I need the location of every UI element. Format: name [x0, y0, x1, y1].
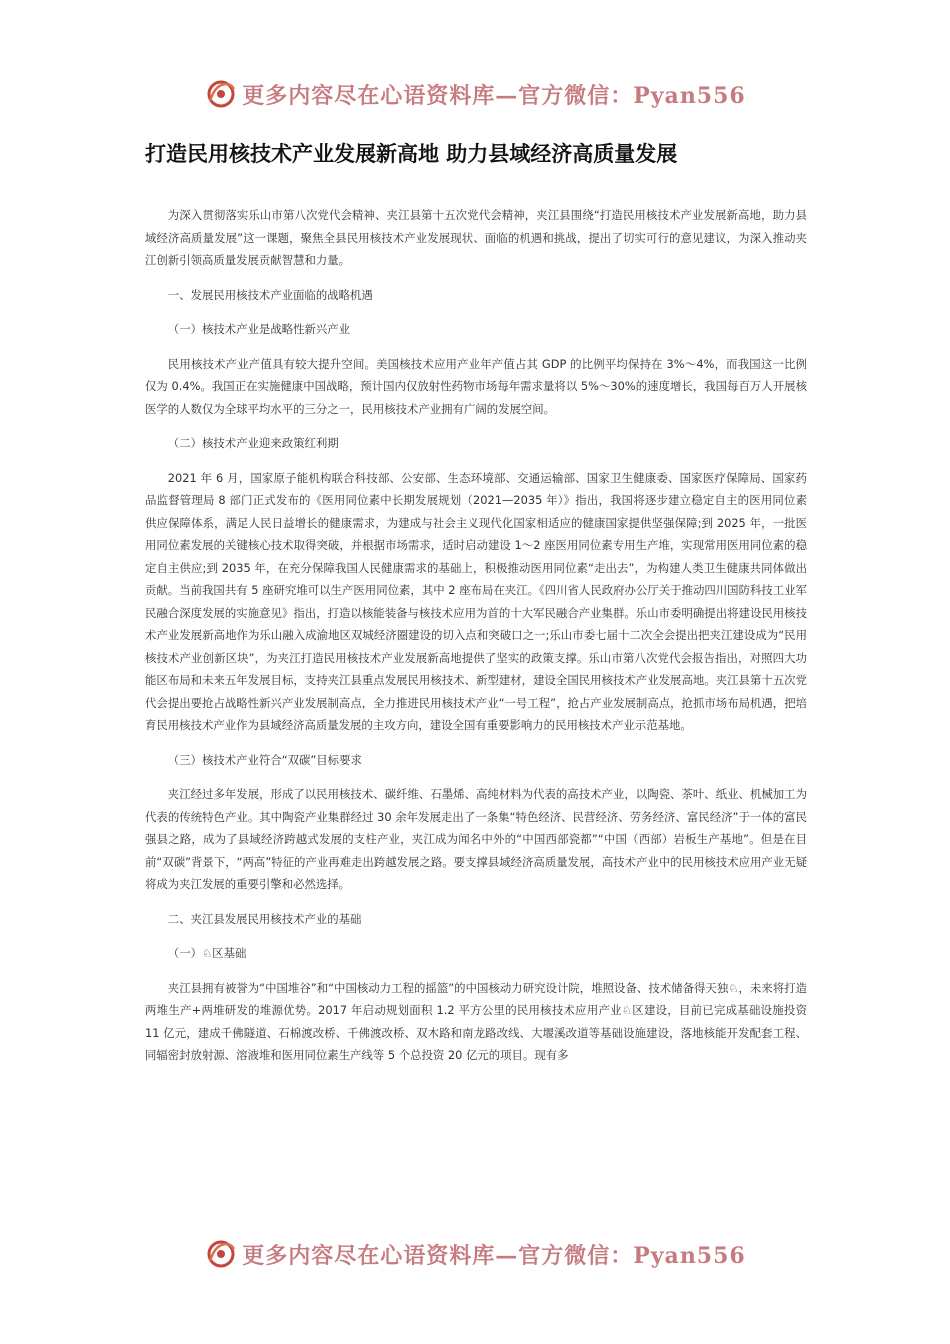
watermark-text: 更多内容尽在心语资料库—官方微信：Pyan556: [242, 1242, 746, 1269]
body-paragraph: 夹江经过多年发展，形成了以民用核技术、碳纤维、石墨烯、高纯材料为代表的高技术产业，以陶瓷、茶叶、纸业、机械加工为代表的传统特色产业。其中陶瓷产业集群经过 30 余年发展走出了一条集“特色经济、民营经济、劳务经济、富民经济”于一体的富民强县之路，成为了县域经济跨越式发展的支柱产业，夹江成为闻名中外的“中国西部瓷都”“中国（西部）岩板生产基地”。但是在目前“双碳”背景下，“两高”特征的产业再难走出跨越发展之路。要支撑县域经济高质量发展，高技术产业中的民用核技术应用产业无疑将成为夹江发展的重要引擎和必然选择。: [145, 787, 807, 891]
document-title: 打造民用核技术产业发展新高地 助力县域经济高质量发展: [145, 142, 678, 166]
watermark-banner-bottom: [0, 1232, 950, 1276]
document-body: [145, 204, 807, 1079]
brand-logo-icon: [204, 77, 238, 111]
section-heading: （三）核技术产业符合“双碳”目标要求: [167, 752, 362, 767]
watermark-banner-top: [0, 72, 950, 116]
watermark-text: 更多内容尽在心语资料库—官方微信：Pyan556: [242, 82, 746, 109]
section-heading: （一）♘区基础: [167, 946, 247, 960]
body-paragraph: 夹江县拥有被誉为“中国堆谷”和“中国核动力工程的摇篮”的中国核动力研究设计院，堆照设备、技术储备得天独♘，未来将打造两堆生产+两堆研发的堆源优势。2017 年启动规划面积 1.2 平方公里的民用核技术应用产业♘区建设，目前已完成基础设施投资 11 亿元，建成千佛隧道、石棉渡改桥、千佛渡改桥、双木路和南龙路改线、大堰溪改道等基础设施建设，落地核能开发配套工程、同辐密封放射源、溶液堆和医用同位素生产线等 5 个总投资 20 亿元的项目。现有多: [145, 980, 807, 1062]
section-heading: 二、夹江县发展民用核技术产业的基础: [167, 911, 362, 926]
body-paragraph: 2021 年 6 月，国家原子能机构联合科技部、公安部、生态环境部、交通运输部、国家卫生健康委、国家医疗保障局、国家药品监督管理局 8 部门正式发布的《医用同位素中长期发展规划（2021—2035 年）》指出，我国将逐步建立稳定自主的医用同位素供应保障体系，满足人民日益增长的健康需求，为建成与社会主义现代化国家相适应的健康国家提供坚强保障;到 2025 年，一批医用同位素发展的关键核心技术取得突破，并根据市场需求，适时启动建设 1～2 座医用同位素专用生产堆，实现常用医用同位素的稳定自主供应;到 2035 年，在充分保障我国人民健康需求的基础上，积极推动医用同位素“走出去”，为构建人类卫生健康共同体做出贡献。当前我国共有 5 座研究堆可以生产医用同位素，其中 2 座布局在夹江。《四川省人民政府办公厅关于推动四川国防科技工业军民融合深度发展的实施意见》指出，打造以核能装备与核技术应用为首的十大军民融合产业集群。乐山市委明确提出将建设民用核技术产业发展新高地作为乐山融入成渝地区双城经济圈建设的切入点和突破口之一;乐山市委七届十二次全会提出把夹江建设成为“民用核技术产业创新区块”，为夹江打造民用核技术产业发展新高地提供了坚实的政策支撑。乐山市第八次党代会报告指出，对照四大功能区布局和未来五年发展目标，支持夹江县重点发展民用核技术、新型建材，建设全国民用核技术产业发展高地。夹江县第十五次党代会提出要抢占战略性新兴产业发展制高点，全力推进民用核技术产业“一号工程”，抢占产业发展制高点，抢抓市场布局机遇，把培育民用核技术产业作为县域经济高质量发展的主攻方向，建设全国有重要影响力的民用核技术产业示范基地。: [145, 470, 807, 732]
section-heading: （一）核技术产业是战略性新兴产业: [167, 322, 351, 336]
brand-logo-icon: [204, 1237, 238, 1271]
body-paragraph: 为深入贯彻落实乐山市第八次党代会精神、夹江县第十五次党代会精神，夹江县围绕“打造民用核技术产业发展新高地，助力县域经济高质量发展”这一课题，聚焦全县民用核技术产业发展现状、面临的机遇和挑战，提出了切实可行的意见建议，为深入推动夹江创新引领高质量发展贡献智慧和力量。: [145, 208, 807, 267]
section-heading: 一、发展民用核技术产业面临的战略机遇: [167, 287, 373, 302]
body-paragraph: 民用核技术产业产值具有较大提升空间。美国核技术应用产业年产值占其 GDP 的比例平均保持在 3%～4%，而我国这一比例仅为 0.4%。我国正在实施健康中国战略，预计国内仅放射性药物市场每年需求量将以 5%～30%的速度增长，我国每百万人开展核医学的人数仅为全球平均水平的三分之一，民用核技术产业拥有广阔的发展空间。: [145, 356, 807, 416]
section-heading: （二）核技术产业迎来政策红利期: [167, 436, 339, 450]
